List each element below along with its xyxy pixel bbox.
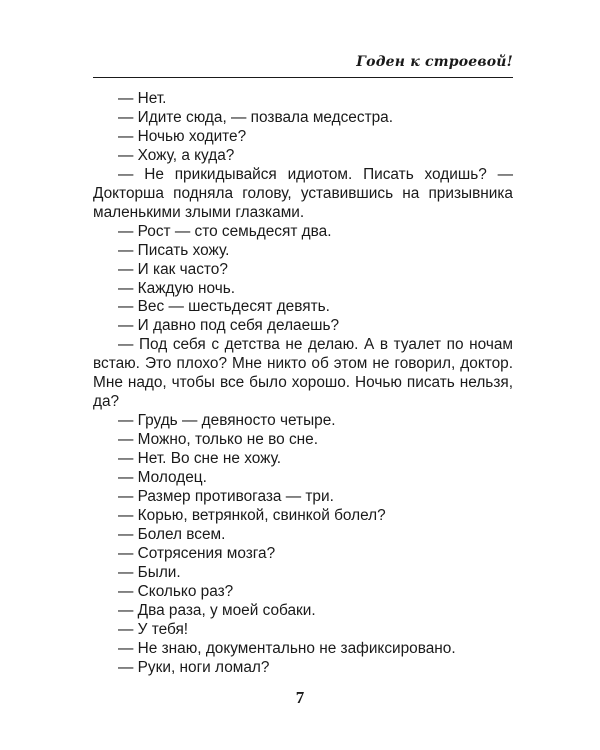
- paragraph: — Два раза, у моей собаки.: [118, 601, 316, 619]
- paragraph: — Грудь — девяносто четыре.: [118, 412, 336, 430]
- paragraph: — Хожу, а куда?: [118, 146, 235, 164]
- paragraph: — Рост — сто семьдесят два.: [118, 222, 332, 240]
- paragraph: — Сколько раз?: [118, 582, 234, 600]
- page-number: 7: [295, 688, 305, 707]
- paragraph: — Руки, ноги ломал?: [118, 658, 270, 676]
- paragraph: — Нет. Во сне не хожу.: [118, 450, 281, 468]
- paragraph: — Не знаю, документально не зафиксировано.: [118, 639, 456, 657]
- header-rule: [93, 77, 513, 78]
- paragraph: — Корью, ветрянкой, свинкой болел?: [118, 506, 386, 524]
- paragraph: — У тебя!: [118, 620, 189, 638]
- paragraph: — И как часто?: [118, 260, 228, 278]
- paragraph: — Нет.: [118, 90, 167, 107]
- running-header: Годен к строевой!: [356, 54, 513, 70]
- paragraph: — Были.: [118, 563, 181, 581]
- paragraph: — Вес — шестьдесят девять.: [118, 298, 330, 316]
- paragraph: — Идите сюда, — позвала медсестра.: [118, 108, 394, 126]
- paragraph: — Под себя с детства не делаю. А в туалет по ночам встаю. Это плохо? Мне никто об этом не говорил, доктор. Мне надо, чтобы все было хорошо. Ночью писать нельзя, да?: [93, 336, 513, 411]
- paragraph: — Не прикидывайся идиотом. Писать ходишь? — Докторша подняла голову, уставившись на призывника маленькими злыми глазками.: [93, 165, 513, 221]
- paragraph: — Писать хожу.: [118, 241, 230, 259]
- paragraph: — Можно, только не во сне.: [118, 431, 318, 449]
- paragraph: — Молодец.: [118, 469, 207, 487]
- paragraph: — Ночью ходите?: [118, 127, 247, 145]
- paragraph: — Болел всем.: [118, 525, 226, 543]
- paragraph: — Размер противогаза — три.: [118, 488, 334, 506]
- paragraph: — И давно под себя делаешь?: [118, 317, 340, 335]
- body-text: [93, 90, 513, 678]
- paragraph: — Каждую ночь.: [118, 279, 236, 297]
- paragraph: — Сотрясения мозга?: [118, 544, 276, 562]
